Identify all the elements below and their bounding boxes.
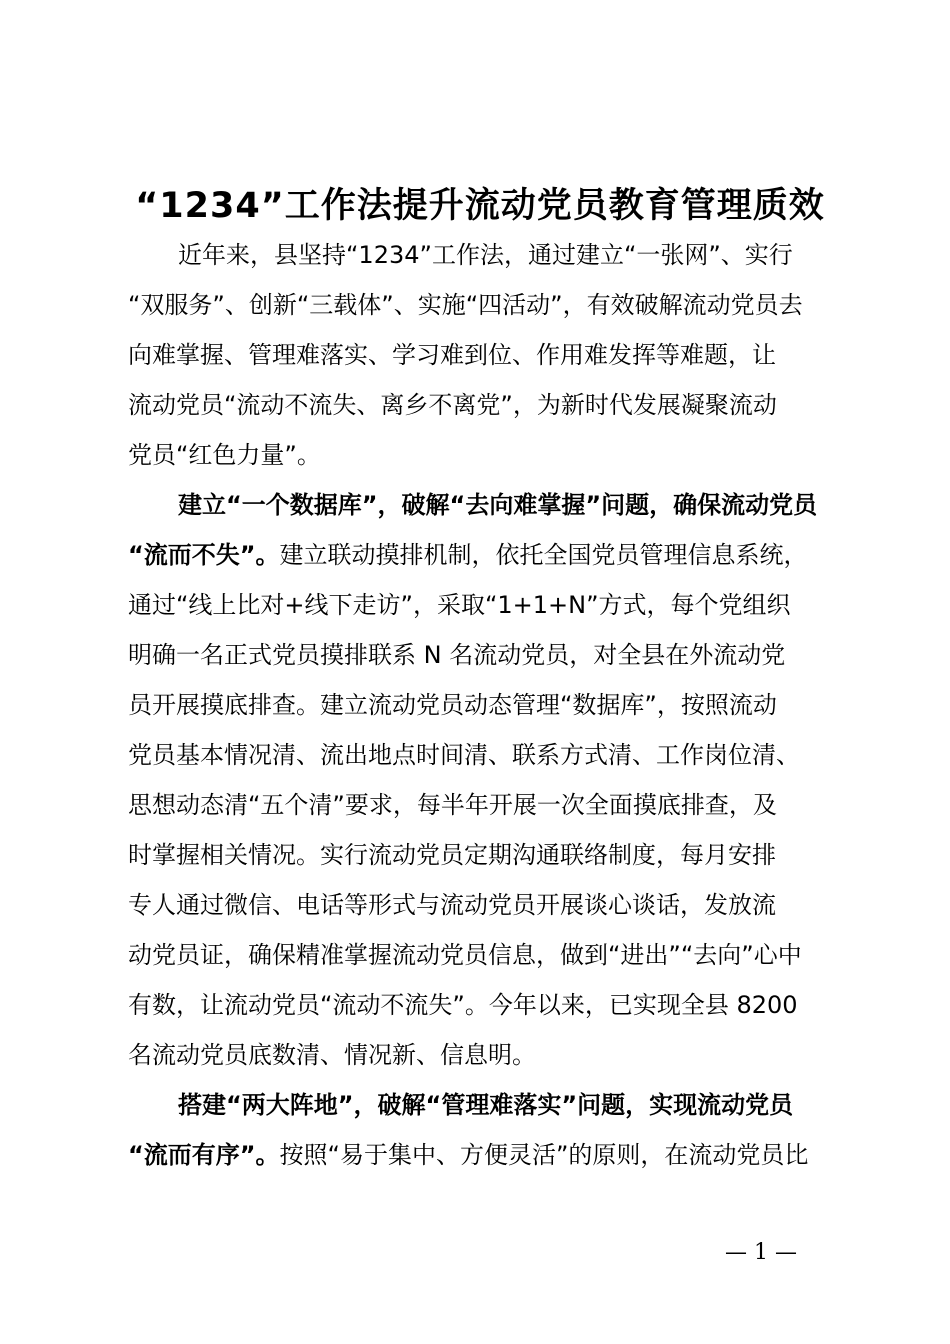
- paragraph-line: 员开展摸底排查。建立流动党员动态管理“数据库”，按照流动: [128, 691, 777, 719]
- page-title: “1234”工作法提升流动党员教育管理质效: [135, 186, 825, 226]
- paragraph-line: 名流动党员底数清、情况新、信息明。: [128, 1041, 536, 1069]
- section-heading-tail: “流而不失”。: [128, 541, 280, 569]
- paragraph-line: 时掌握相关情况。实行流动党员定期沟通联络制度，每月安排: [128, 841, 776, 869]
- paragraph-line: 党员“红色力量”。: [128, 441, 321, 469]
- section-heading-line: 建立“一个数据库”，破解“去向难掌握”问题，确保流动党员: [178, 491, 818, 519]
- section-heading-tail: “流而有序”。: [128, 1141, 280, 1169]
- paragraph-text: 按照“易于集中、方便灵活”的原则，在流动党员比: [279, 1141, 809, 1169]
- paragraph-line: 近年来，县坚持“1234”工作法，通过建立“一张网”、实行: [178, 241, 793, 269]
- paragraph-line: 明确一名正式党员摸排联系 N 名流动党员，对全县在外流动党: [128, 641, 786, 669]
- section-heading-line: 搭建“两大阵地”，破解“管理难落实”问题，实现流动党员: [178, 1091, 794, 1119]
- paragraph-line: “双服务”、创新“三载体”、实施“四活动”，有效破解流动党员去: [128, 291, 803, 319]
- paragraph-text: 建立联动摸排机制，依托全国党员管理信息系统，: [279, 541, 808, 569]
- paragraph-line: 流动党员“流动不流失、离乡不离党”，为新时代发展凝聚流动: [128, 391, 777, 419]
- paragraph-line: [128, 530, 868, 580]
- paragraph-line: 向难掌握、管理难落实、学习难到位、作用难发挥等难题，让: [128, 341, 776, 369]
- paragraph-line: 党员基本情况清、流出地点时间清、联系方式清、工作岗位清、: [128, 741, 800, 769]
- paragraph-line: 有数，让流动党员“流动不流失”。今年以来，已实现全县 8200: [128, 991, 798, 1019]
- paragraph-line: [128, 1130, 868, 1180]
- paragraph-line: 专人通过微信、电话等形式与流动党员开展谈心谈话，发放流: [128, 891, 776, 919]
- document-body: [128, 230, 868, 1180]
- paragraph-line: 动党员证，确保精准掌握流动党员信息，做到“进出”“去向”心中: [128, 941, 802, 969]
- page-number: — 1 —: [725, 1240, 797, 1265]
- paragraph-line: 通过“线上比对+线下走访”，采取“1+1+N”方式，每个党组织: [128, 591, 791, 619]
- paragraph-line: 思想动态清“五个清”要求，每半年开展一次全面摸底排查，及: [128, 791, 777, 819]
